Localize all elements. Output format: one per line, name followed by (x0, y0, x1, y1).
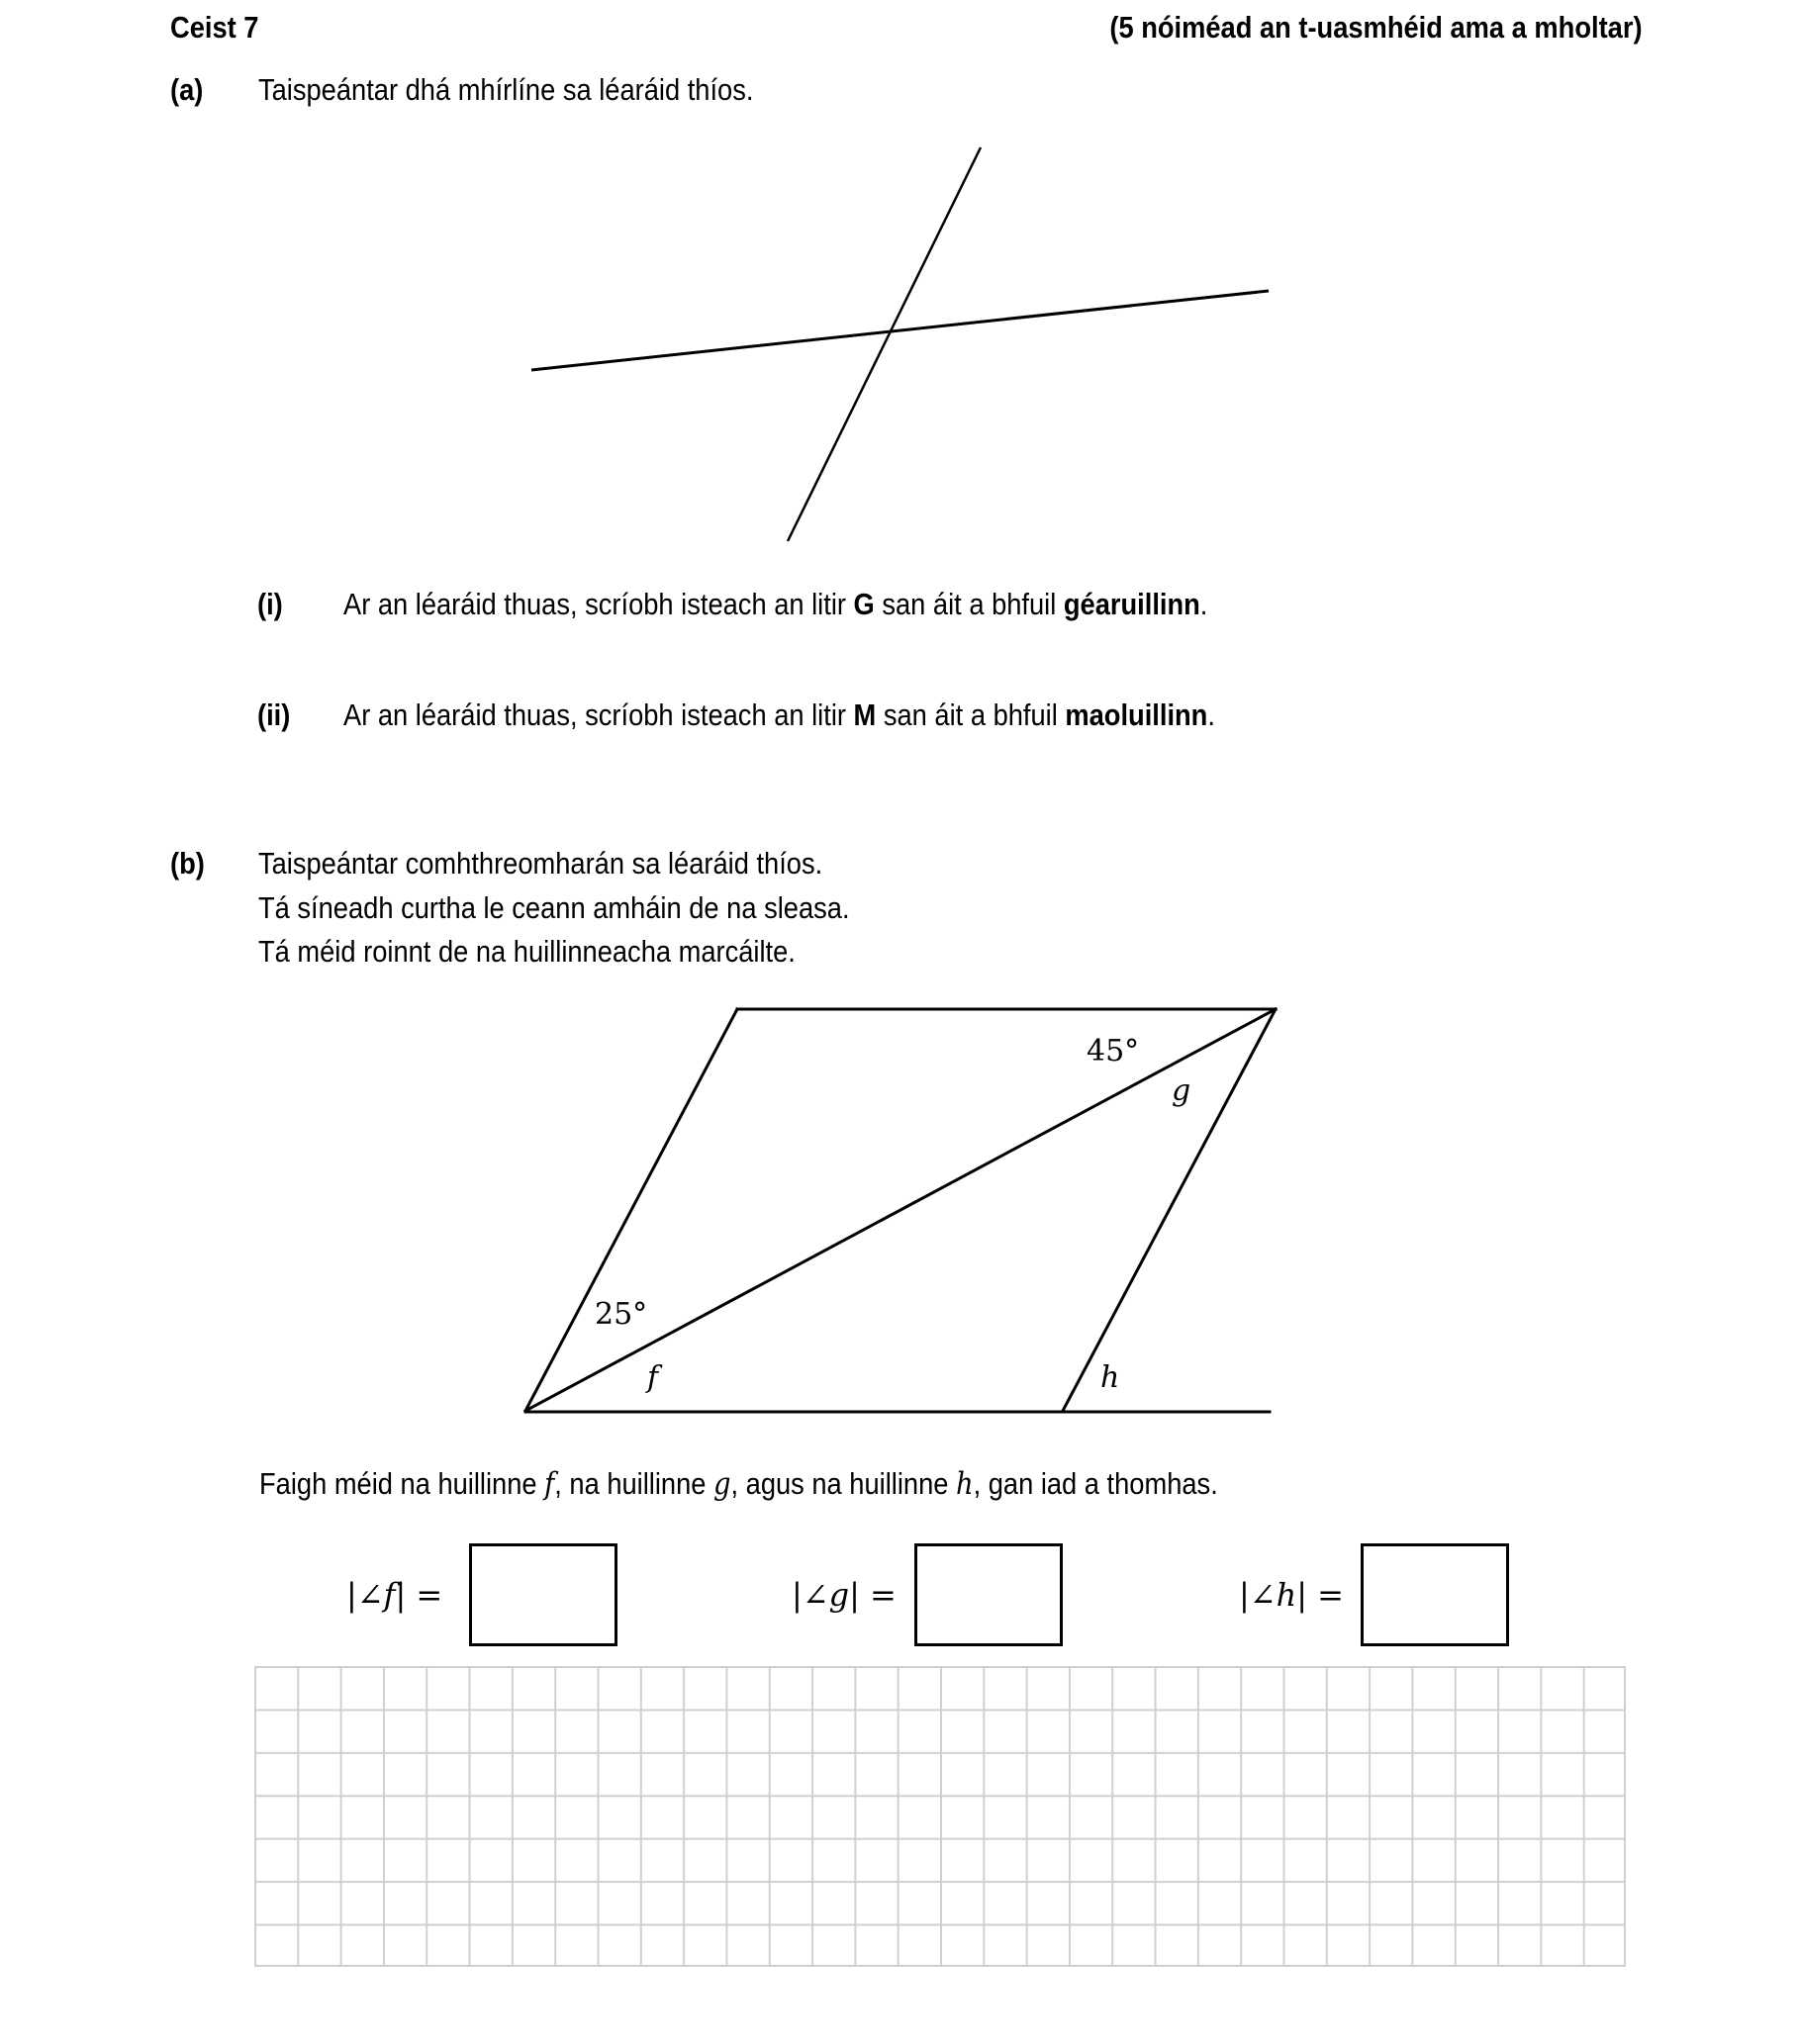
subpart-ii-letter: M (853, 697, 877, 732)
question-title: Ceist 7 (170, 10, 259, 45)
answer-g-prefix: |∠ (792, 1576, 829, 1614)
parallelogram-diagram (525, 1009, 1276, 1412)
answer-f-suffix: | = (395, 1576, 443, 1614)
answer-g-box[interactable] (914, 1543, 1063, 1646)
angle-label-h: h (1100, 1360, 1120, 1395)
subpart-i-text-end: . (1199, 587, 1208, 621)
angle-label-f: f (647, 1360, 659, 1395)
subpart-i-text-middle: san áit a bhfuil (874, 587, 1064, 621)
part-b-instruction (259, 1466, 1218, 1502)
part-a-label: (a) (170, 72, 204, 107)
answer-g-suffix: | = (849, 1576, 897, 1614)
instruction-var-h: h (956, 1466, 974, 1502)
workspace-grid[interactable] (254, 1666, 1626, 1967)
answer-f-prefix: |∠ (346, 1576, 384, 1614)
subpart-ii-text-before: Ar an léaráid thuas, scríobh isteach an litir (343, 697, 854, 732)
subpart-i-text (343, 587, 1207, 622)
answer-f-var: f (383, 1576, 396, 1614)
answer-h-label (1239, 1575, 1344, 1615)
answer-h-var: h (1276, 1576, 1297, 1614)
instruction-part-4: , gan iad a thomhas. (973, 1466, 1218, 1501)
diagonal (525, 1009, 1276, 1411)
answer-f-label (346, 1575, 442, 1615)
line-segment-shallow (531, 291, 1269, 370)
part-b-label: (b) (170, 846, 205, 881)
line-segment-steep (788, 147, 981, 541)
subpart-i-term: géaruillinn (1063, 587, 1200, 621)
answer-h-suffix: | = (1296, 1576, 1344, 1614)
part-b-intro-line-2: Tá síneadh curtha le ceann amháin de na sleasa. (258, 890, 850, 925)
angle-label-g: g (1172, 1073, 1191, 1108)
instruction-part-1: Faigh méid na huillinne (259, 1466, 545, 1501)
time-note: (5 nóiméad an t-uasmhéid ama a mholtar) (1109, 10, 1643, 45)
part-b-intro-line-3: Tá méid roinnt de na huillinneacha marcáilte. (258, 934, 796, 969)
subpart-i-text-before: Ar an léaráid thuas, scríobh isteach an litir (343, 587, 854, 621)
answer-g-label (792, 1575, 897, 1615)
instruction-var-f: f (544, 1466, 555, 1502)
answer-g-var: g (828, 1576, 850, 1614)
subpart-ii-term: maoluillinn (1065, 697, 1208, 732)
subpart-ii-text-end: . (1207, 697, 1215, 732)
subpart-i-label: (i) (257, 587, 283, 621)
instruction-part-2: , na huillinne (554, 1466, 714, 1501)
answer-f-box[interactable] (469, 1543, 617, 1646)
instruction-var-g: g (713, 1466, 731, 1502)
subpart-i-letter: G (853, 587, 875, 621)
angle-label-45: 45° (1087, 1034, 1140, 1068)
instruction-part-3: , agus na huillinne (730, 1466, 956, 1501)
subpart-ii-text-middle: san áit a bhfuil (876, 697, 1066, 732)
answer-h-box[interactable] (1361, 1543, 1509, 1646)
angle-label-25: 25° (595, 1297, 648, 1332)
part-b-intro-line-1: Taispeántar comhthreomharán sa léaráid thíos. (258, 846, 823, 881)
answer-h-prefix: |∠ (1239, 1576, 1277, 1614)
part-a-intro: Taispeántar dhá mhírlíne sa léaráid thíos. (258, 72, 754, 107)
side-left (525, 1009, 737, 1411)
subpart-ii-label: (ii) (257, 697, 291, 732)
subpart-ii-text (343, 697, 1215, 733)
side-right (1063, 1009, 1276, 1411)
